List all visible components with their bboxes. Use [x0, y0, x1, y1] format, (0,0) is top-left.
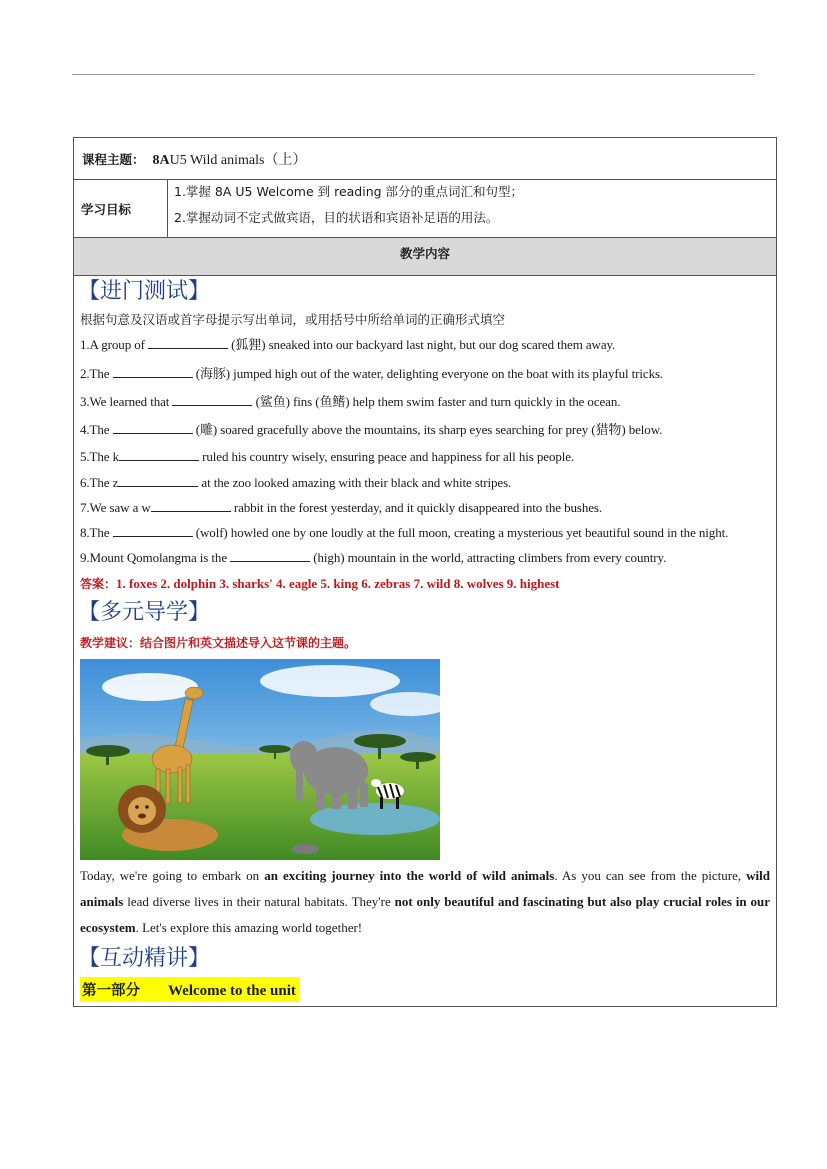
goal-items	[168, 180, 523, 237]
entry-test-instruction: 根据句意及汉语或首字母提示写出单词，或用括号中所给单词的正确形式填空	[80, 312, 506, 327]
q-text: at the zoo looked amazing with their black and white stripes.	[198, 475, 512, 490]
part-en: Welcome to the unit	[168, 983, 296, 999]
q-text: (high) mountain in the world, attracting climbers from every country.	[310, 550, 667, 565]
answer-blank	[113, 523, 193, 537]
lesson-sheet	[73, 137, 777, 1007]
question-1	[80, 332, 770, 357]
answer-blank	[113, 420, 193, 434]
content-body	[74, 276, 776, 1006]
answer-blank	[119, 447, 199, 461]
goal-item: 2.掌握动词不定式做宾语，目的状语和宾语补足语的用法。	[174, 210, 499, 225]
header-rule	[72, 74, 755, 75]
para-text: Today, we're going to embark on	[80, 868, 265, 883]
q-text: 7.We saw a w	[80, 500, 151, 515]
content-header: 教学内容	[74, 238, 776, 276]
para-text: . As you can see from the picture,	[554, 868, 747, 883]
q-text: 6.The z	[80, 475, 119, 490]
q-text: (狐狸) sneaked into our backyard last night, but our dog scared them away.	[228, 337, 616, 352]
question-7	[80, 495, 770, 520]
para-text: lead diverse lives in their natural habitats. They're	[123, 894, 395, 909]
q-text: 5.The k	[80, 449, 120, 464]
q-text: 1.A group of	[80, 337, 149, 352]
part-cn: 第一部分	[82, 983, 140, 999]
answer-blank	[172, 392, 252, 406]
answer-blank	[113, 364, 193, 378]
savanna-illustration	[80, 659, 440, 860]
para-text: . Let's explore this amazing world together!	[135, 920, 363, 935]
answer-key	[80, 570, 770, 597]
topic-code: 8A	[152, 152, 170, 168]
answer-label: 答案：	[80, 577, 117, 591]
question-6	[80, 470, 770, 495]
answer-blank	[230, 548, 310, 562]
topic-title: U5 Wild animals（上）	[169, 152, 307, 168]
para-bold: wild animals	[80, 868, 770, 909]
q-text: 2.The	[80, 366, 113, 381]
question-4	[80, 417, 770, 442]
answer-blank	[118, 473, 198, 487]
teaching-tip: 教学建议：结合图片和英文描述导入这节课的主题。	[80, 636, 357, 650]
goal-item: 1.掌握 8A U5 Welcome 到 reading 部分的重点词汇和句型；	[174, 184, 524, 199]
q-text: 9.Mount Qomolangma is the	[80, 550, 231, 565]
answer-blank	[148, 335, 228, 349]
question-3	[80, 389, 770, 414]
answer-text: 1. foxes 2. dolphin 3. sharks' 4. eagle 5. king 6. zebras 7. wild 8. wolves 9. highest	[116, 576, 560, 591]
q-text: rabbit in the forest yesterday, and it quickly disappeared into the bushes.	[230, 500, 603, 515]
para-bold: not only beautiful and fascinating but also play crucial roles in our ecosystem	[80, 894, 770, 935]
q-text: (雕) soared gracefully above the mountains, its sharp eyes searching for prey (猎物) below.	[192, 422, 663, 437]
multi-guide-title: 【多元导学】	[78, 600, 211, 625]
topic-label: 课程主题：	[82, 151, 145, 167]
q-text: 3.We learned that	[80, 394, 173, 409]
topic-row	[74, 138, 776, 180]
q-text: ruled his country wisely, ensuring peace and happiness for all his people.	[199, 449, 575, 464]
goal-row	[74, 180, 776, 238]
para-bold: an exciting journey into the world of wild animals	[264, 868, 555, 883]
answer-blank	[151, 498, 231, 512]
topic-value	[153, 149, 307, 169]
interactive-title: 【互动精讲】	[78, 946, 211, 971]
question-5	[80, 444, 770, 469]
question-2	[80, 361, 770, 386]
part-one-heading	[80, 977, 300, 1002]
q-text: (海豚) jumped high out of the water, delighting everyone on the boat with its playful tricks.	[192, 366, 664, 381]
q-text: 8.The	[80, 525, 113, 540]
q-text: (wolf) howled one by one loudly at the full moon, creating a mysterious yet beautiful sound in the night.	[192, 525, 729, 540]
entry-test-title: 【进门测试】	[78, 279, 211, 304]
goal-label: 学习目标	[74, 180, 168, 237]
q-text: (鲨鱼) fins (鱼鳍) help them swim faster and turn quickly in the ocean.	[252, 394, 621, 409]
intro-paragraph	[80, 863, 770, 941]
question-8	[80, 520, 770, 545]
q-text: 4.The	[80, 422, 113, 437]
question-9	[80, 545, 770, 570]
